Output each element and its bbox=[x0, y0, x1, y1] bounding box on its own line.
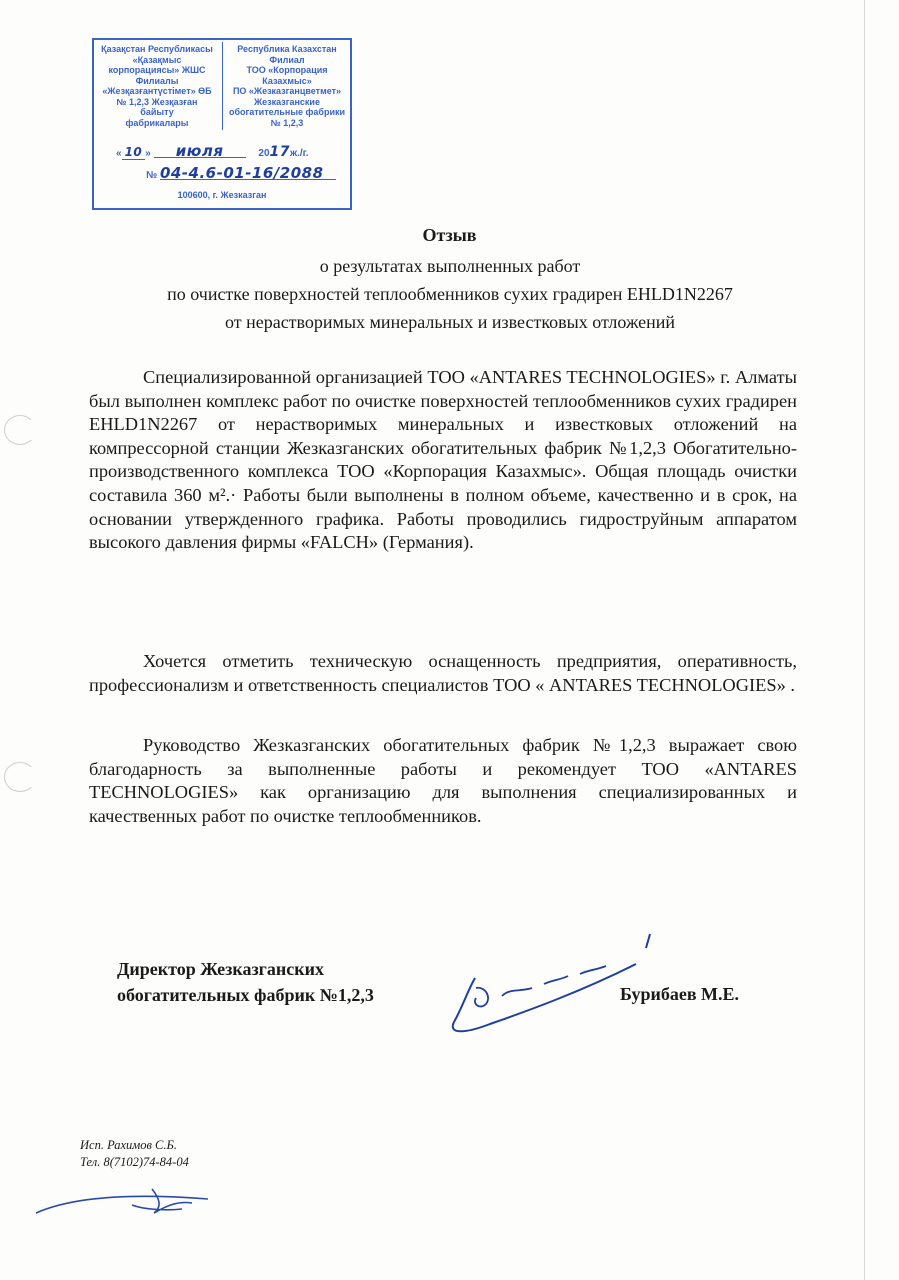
body-paragraph: Руководство Жезказганских обогатительных фабрик №1,2,3 выражает свою благодарность за выполненные работы и рекомендует ТОО «ANTARES TECHNOLOGIES» как организацию для выполнения специализированных и качественных работ по очистке теплообменников. bbox=[89, 735, 797, 826]
stamp-date-suffix: ж./г. bbox=[290, 148, 309, 159]
stamp-number-sign: № bbox=[146, 170, 158, 181]
stamp-date-day: 10 bbox=[122, 145, 146, 160]
stamp-line: Филиал bbox=[269, 54, 305, 65]
document-subtitle-line: от нерастворимых минеральных и известковых отложений bbox=[224, 312, 676, 332]
registration-stamp bbox=[92, 38, 352, 210]
stamp-number bbox=[146, 164, 346, 188]
executor-phone: Тел. 8(7102)74-84-04 bbox=[80, 1155, 189, 1169]
stamp-line: обогатительные фабрики bbox=[228, 107, 346, 117]
document-subtitle-line: о результатах выполненных работ bbox=[319, 256, 581, 276]
stamp-line: Қазақстан Республикасы bbox=[101, 44, 213, 54]
stamp-number-value: 04-4.6-01-16/2088 bbox=[160, 168, 336, 180]
document-title: Отзыв bbox=[422, 225, 477, 245]
signatory-title-line: обогатительных фабрик №1,2,3 bbox=[117, 985, 374, 1005]
stamp-line: «Қазақмыс bbox=[132, 54, 182, 65]
stamp-divider bbox=[222, 42, 223, 130]
stamp-date-century: 20 bbox=[258, 148, 270, 159]
stamp-russian-text bbox=[226, 44, 348, 128]
stamp-address: 100600, г. Жезказган bbox=[177, 190, 267, 200]
page-edge bbox=[864, 0, 865, 1280]
stamp-line: Жезказганские bbox=[254, 96, 320, 107]
initials-scribble bbox=[32, 1183, 212, 1223]
stamp-date bbox=[116, 142, 346, 166]
executor-info bbox=[80, 1137, 189, 1171]
stamp-date-month: июля bbox=[154, 146, 246, 158]
stamp-line: фабрикалары bbox=[125, 117, 189, 128]
signatory-name: Бурибаев М.Е. bbox=[620, 984, 740, 1004]
stamp-line: № 1,2,3 Жезқазған bbox=[116, 96, 198, 107]
stamp-line: Филиалы bbox=[135, 75, 179, 86]
signatory-title bbox=[117, 956, 457, 1008]
stamp-line: Казахмыс» bbox=[262, 75, 312, 86]
document-subtitle-line: по очистке поверхностей теплообменников сухих градирен EHLD1N2267 bbox=[167, 284, 733, 304]
executor-name: Исп. Рахимов С.Б. bbox=[80, 1138, 178, 1152]
stamp-line: корпорациясы» ЖШС bbox=[108, 65, 206, 75]
body-paragraph: Специализированной организацией ТОО «ANTARES TECHNOLOGIES» г. Алматы был выполнен комплекс работ по очистке поверхностей теплообменников сухих градирен EHLD1N2267 от нерастворимых минеральных и известковых отложений на компрессорной станции Жезказганских обогатительных фабрик №1,2,3 Обогатительно-производственного комплекса ТОО «Корпорация Казахмыс». Общая площадь очистки составила 360 м².· Работы были выполнены в полном объеме, качественно и в срок, на основании утвержденного графика. Работы проводились гидроструйным аппаратом высокого давления фирмы «FALCH» (Германия). bbox=[89, 367, 797, 553]
stamp-line: ТОО «Корпорация bbox=[246, 65, 328, 75]
stamp-date-quote: » bbox=[145, 148, 151, 159]
stamp-line: № 1,2,3 bbox=[270, 117, 304, 128]
stamp-line: байыту bbox=[140, 107, 174, 117]
stamp-line: «Жезқазғантүстімет» ӨБ bbox=[102, 86, 212, 96]
punch-hole-mark bbox=[4, 762, 36, 792]
stamp-line: Республика Казахстан bbox=[237, 44, 337, 54]
body-paragraph: Хочется отметить техническую оснащенность предприятия, оперативность, профессионализм и ответственность специалистов ТОО « ANTARES TECHNOLOGIES» . bbox=[89, 651, 797, 695]
stamp-date-quote: « bbox=[116, 148, 122, 159]
stamp-line: ПО «Жезказганцветмет» bbox=[232, 86, 342, 96]
signatory-title-line: Директор Жезказганских bbox=[117, 959, 324, 979]
punch-hole-mark bbox=[4, 415, 36, 445]
stamp-kazakh-text bbox=[96, 44, 218, 128]
stamp-date-year: 17 bbox=[269, 144, 290, 160]
